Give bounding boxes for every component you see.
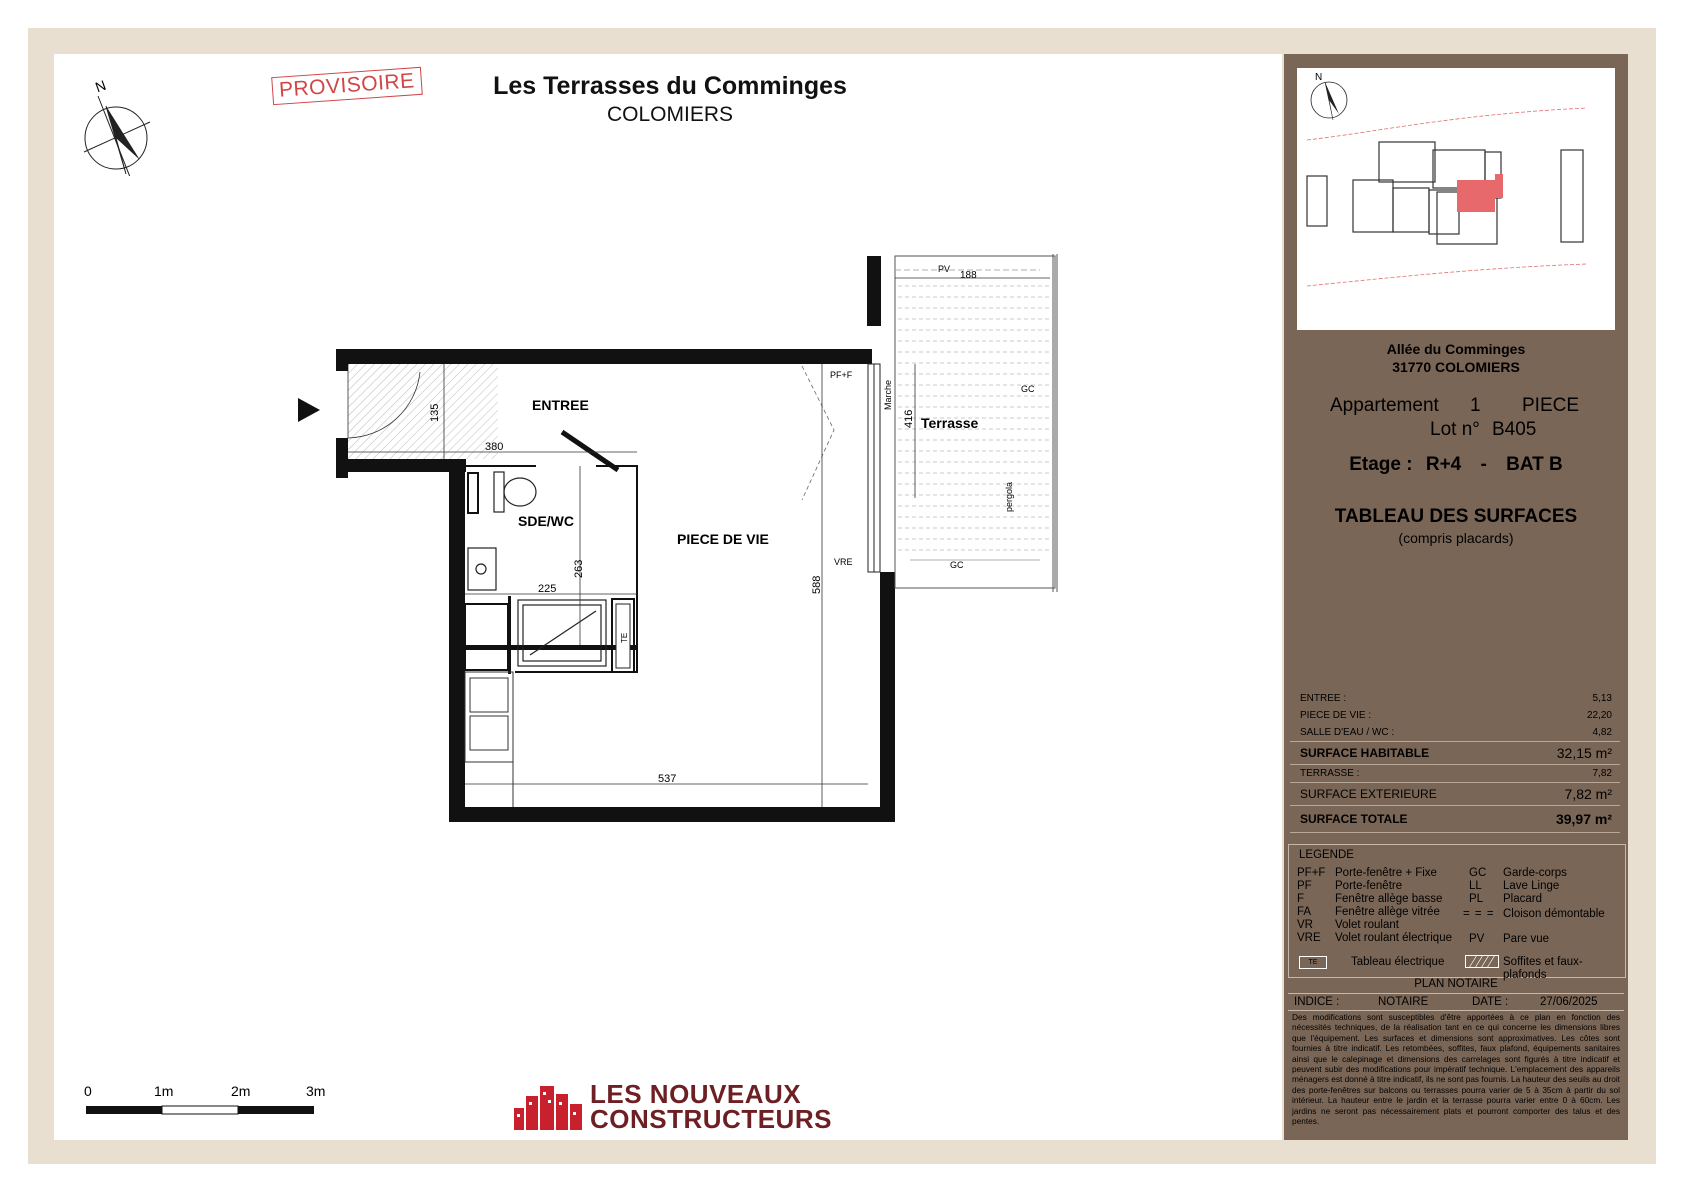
bathroom-door[interactable] (562, 432, 618, 470)
batiment: BAT B (1506, 454, 1563, 475)
surfaces-title (1290, 506, 1622, 546)
apartment-block (1330, 394, 1579, 442)
toilet-icon (494, 472, 536, 512)
apt-label: Appartement (1330, 395, 1439, 416)
lot-value: B405 (1492, 419, 1537, 440)
legend-pv-code: PV (1469, 933, 1485, 945)
marche-label: Marche (883, 379, 893, 410)
project-city: COLOMIERS (606, 103, 734, 126)
vre-label: VRE (834, 557, 853, 567)
lot-label: Lot n° (1430, 419, 1480, 440)
shower-icon (518, 600, 606, 666)
walls (336, 256, 895, 822)
legend-right-labels: Garde-corps Lave Linge Placard (1503, 867, 1567, 905)
surfaces-table-title: TABLEAU DES SURFACES (1334, 506, 1578, 527)
dim-380: 380 (485, 441, 504, 453)
dim-188: 188 (960, 270, 977, 281)
soffit-hatch-icon (1465, 955, 1499, 969)
legend-pv-label: Pare vue (1503, 933, 1550, 945)
surfaces-table (1290, 690, 1620, 833)
window-swing (802, 366, 834, 500)
etage-sep: - (1480, 454, 1487, 475)
kitchen-counter (465, 672, 513, 807)
plan-notaire-label: PLAN NOTAIRE (1288, 978, 1624, 994)
company-logo (512, 1079, 832, 1134)
dim-135: 135 (429, 403, 441, 422)
soffit-hatch (348, 364, 498, 459)
legend-cloison: Cloison démontable (1503, 908, 1605, 920)
city-skyline-icon (512, 1082, 584, 1132)
pff-label: PF+F (830, 370, 853, 380)
gc-top-label: GC (1021, 384, 1035, 394)
svg-text:TE: TE (620, 632, 629, 643)
address-line1: Allée du Comminges (1386, 341, 1526, 357)
sink-icon (468, 548, 496, 590)
surface-row: PIECE DE VIE : 22,20 (1300, 710, 1612, 721)
scale-tick-3m: 3m (306, 1083, 326, 1099)
compass-n-label: N (93, 76, 109, 96)
electrical-panel-icon (616, 604, 630, 668)
legend-soffites: Soffites et faux-plafonds (1503, 956, 1583, 981)
minimap-compass-label: N (1315, 72, 1323, 83)
dim-416: 416 (903, 409, 915, 428)
apartment-highlight (1457, 180, 1495, 212)
dim-225: 225 (538, 583, 557, 595)
room-entree: ENTREE (532, 397, 589, 413)
logo-line1: LES NOUVEAUX (590, 1079, 802, 1109)
floor-block (1290, 454, 1622, 476)
surface-totale-row: SURFACE TOTALE 39,97 m² (1290, 805, 1620, 833)
location-minimap (1297, 68, 1615, 330)
gc-bottom-label: GC (950, 560, 964, 570)
room-terrasse: Terrasse (921, 415, 979, 431)
te-legend-icon: TE (1299, 956, 1327, 969)
disclaimer-text: Des modifications sont susceptibles d'être apportées à ce plan en fonction des nécessités techniques, de la réalisation tant en ce qui concerne les dimensions libres que l'équipement. Les surfaces et dimensions sont approximatives. Les côtes sont fournies à titre indicatif. Les retombées, soffites, faux plafond, équipements sanitaires ainsi que le calepinage et dimensions des carrelages sont figurés à titre indicatif et peuvent subir des modifications pour impératif technique. L'emplacement des appareils ménagers est donné à titre indicatif, ils ne sont pas fournis. La hauteur des seuils au droit des porte-fenêtres sur balcons ou terrasses pourra varier de 5 à 35cm à partir du sol intérieur. La hauteur entre le jardin et la terrasse pourra varier entre 0 à 60cm. Les jardins ne seront pas nécessairement plats et pourront comporter des talus et des pentes. (1292, 1012, 1620, 1127)
surfaces-table-subtitle: (compris placards) (1398, 530, 1514, 546)
scale-tick-2m: 2m (231, 1083, 251, 1099)
surface-row: TERRASSE : 7,82 (1290, 764, 1620, 782)
pv-label: PV (938, 264, 951, 274)
surface-habitable-row: SURFACE HABITABLE 32,15 m² (1290, 741, 1620, 764)
room-sde: SDE/WC (518, 513, 574, 529)
pergola-label: pergola (1004, 481, 1014, 512)
date-value: 27/06/2025 (1540, 996, 1598, 1008)
terrace-window[interactable] (868, 364, 880, 572)
dim-588: 588 (811, 575, 823, 594)
indice-label: INDICE : (1294, 996, 1340, 1008)
dim-537: 537 (658, 773, 677, 785)
legend-box (1288, 844, 1626, 981)
scale-tick-0: 0 (84, 1083, 92, 1099)
legend-title: LEGENDE (1299, 849, 1354, 861)
floor-plan (54, 54, 1282, 1084)
entry-arrow-icon (298, 398, 320, 422)
legend-left-codes: PF+F PF F FA VR VRE (1297, 867, 1326, 944)
logo-line2: CONSTRUCTEURS (590, 1104, 832, 1134)
address-line2: 31770 COLOMIERS (1392, 359, 1520, 375)
surface-row: SALLE D'EAU / WC : 4,82 (1300, 727, 1612, 738)
scale-bar (84, 1082, 344, 1122)
legend-left-labels: Porte-fenêtre + Fixe Porte-fenêtre Fenêtre allège basse Fenêtre allège vitrée Volet roulant Volet roulant électrique (1335, 867, 1452, 944)
date-label: DATE : (1472, 996, 1509, 1008)
notary-block (1288, 978, 1624, 1011)
etage-label: Etage : (1349, 454, 1413, 475)
dim-263: 263 (573, 559, 585, 578)
apt-rooms: 1 (1470, 395, 1481, 416)
provisoire-stamp: PROVISOIRE (271, 67, 422, 105)
address-block (1290, 340, 1622, 376)
surface-exterieure-row: SURFACE EXTERIEURE 7,82 m² (1290, 782, 1620, 805)
room-piece-de-vie: PIECE DE VIE (677, 531, 769, 547)
project-name: Les Terrasses du Comminges (493, 72, 847, 100)
apt-unit: PIECE (1522, 395, 1580, 416)
legend-right-codes: GC LL PL (1469, 867, 1487, 905)
surface-row: ENTREE : 5,13 (1300, 693, 1612, 704)
etage-value: R+4 (1425, 454, 1462, 475)
indice-value: NOTAIRE (1378, 996, 1429, 1008)
cloison-dashes-icon: = = = (1463, 908, 1495, 920)
legend-te-label: Tableau électrique (1351, 956, 1445, 968)
scale-tick-1m: 1m (154, 1083, 174, 1099)
